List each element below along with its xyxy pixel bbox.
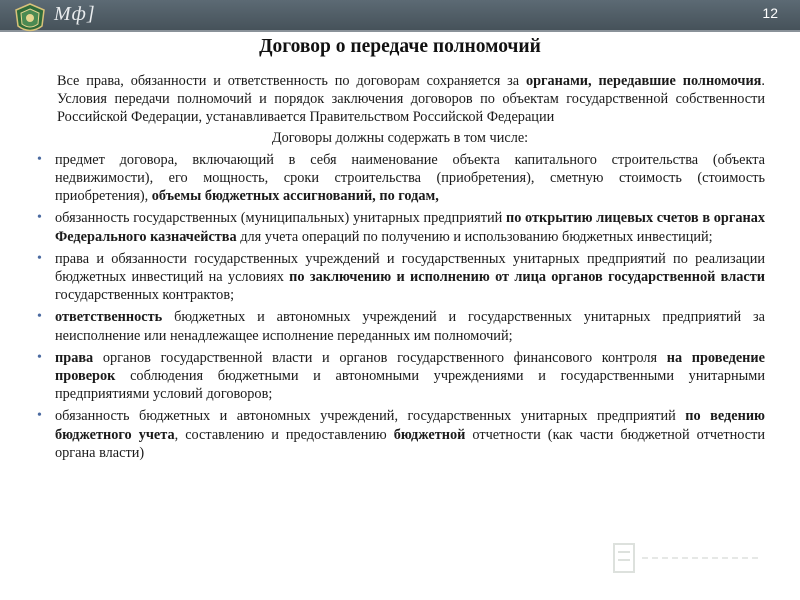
document-body — [35, 72, 765, 466]
list-item — [35, 151, 765, 206]
ministry-emblem-icon — [12, 2, 48, 36]
list-item — [35, 349, 765, 404]
list-item — [35, 209, 765, 245]
item-text: обязанность бюджетных и автономных учреждений, государственных унитарных предприятий — [55, 408, 686, 425]
item-text: соблюдения бюджетными и автономными учреждениями и государственными унитарными предприятиями условий договоров; — [55, 368, 765, 403]
contract-requirements-heading: Договоры должны содержать в том числе: — [271, 129, 529, 146]
item-bold: бюджетной — [393, 426, 466, 443]
intro-bold-1: органами, передавшие полномочия — [525, 73, 762, 89]
item-bold: объемы бюджетных ассигнований, по годам, — [151, 188, 439, 205]
item-bold: ответственность — [55, 309, 163, 326]
item-bold: права — [55, 349, 94, 366]
item-text: органов государственной власти и органов государственного финансового контроля — [93, 349, 667, 366]
item-text: бюджетных и автономных учреждений и государственных унитарных предприятий за неисполнение или ненадлежащее исполнение переданных им полномочий; — [55, 309, 765, 344]
item-bold: по ведению бюджетного учета — [55, 408, 765, 443]
item-text: права и обязанности государственных учреждений и государственных унитарных предприятий по реализации бюджетных инвестиций на условиях — [55, 250, 765, 286]
intro-paragraph — [57, 72, 765, 127]
list-item — [35, 407, 765, 462]
requirements-list — [35, 151, 765, 462]
item-bold: по заключению и исполнению от лица органов государственной власти — [289, 269, 765, 286]
header-bar — [0, 0, 800, 32]
logo-text: Мф] — [54, 3, 96, 25]
item-text: для учета операций по получению и использованию бюджетных инвестиций; — [236, 228, 713, 245]
item-text: обязанность государственных (муниципальных) унитарных предприятий — [55, 210, 506, 227]
item-text: , составлению и предоставлению — [174, 426, 394, 443]
item-bold: по открытию лицевых счетов в органах Федерального казначейства — [55, 210, 765, 245]
list-item — [35, 250, 765, 305]
intro-text-1: Все права, обязанности и ответственность по договорам сохраняется за — [57, 73, 526, 89]
watermark-logo-icon — [612, 540, 762, 576]
item-text: предмет договора, включающий в себя наименование объекта капитального строительства (объекта недвижимости), его мощность, сроки строительства (приобретения), сметную стоимость (стоимость приобретения), — [55, 151, 765, 205]
intro-text-2: . Условия передачи полномочий и порядок заключения договоров по объектам государственной собственности Российской Федерации, устанавливается Правительством Российской Федерации — [57, 73, 765, 126]
page-number: 12 — [762, 5, 778, 21]
page-title: Договор о передаче полномочий — [259, 36, 541, 57]
list-item — [35, 308, 765, 344]
item-text: отчетности (как части бюджетной отчетности органа власти) — [55, 426, 766, 461]
item-bold: на проведение проверок — [55, 349, 765, 385]
item-text: государственных контрактов; — [55, 287, 235, 304]
